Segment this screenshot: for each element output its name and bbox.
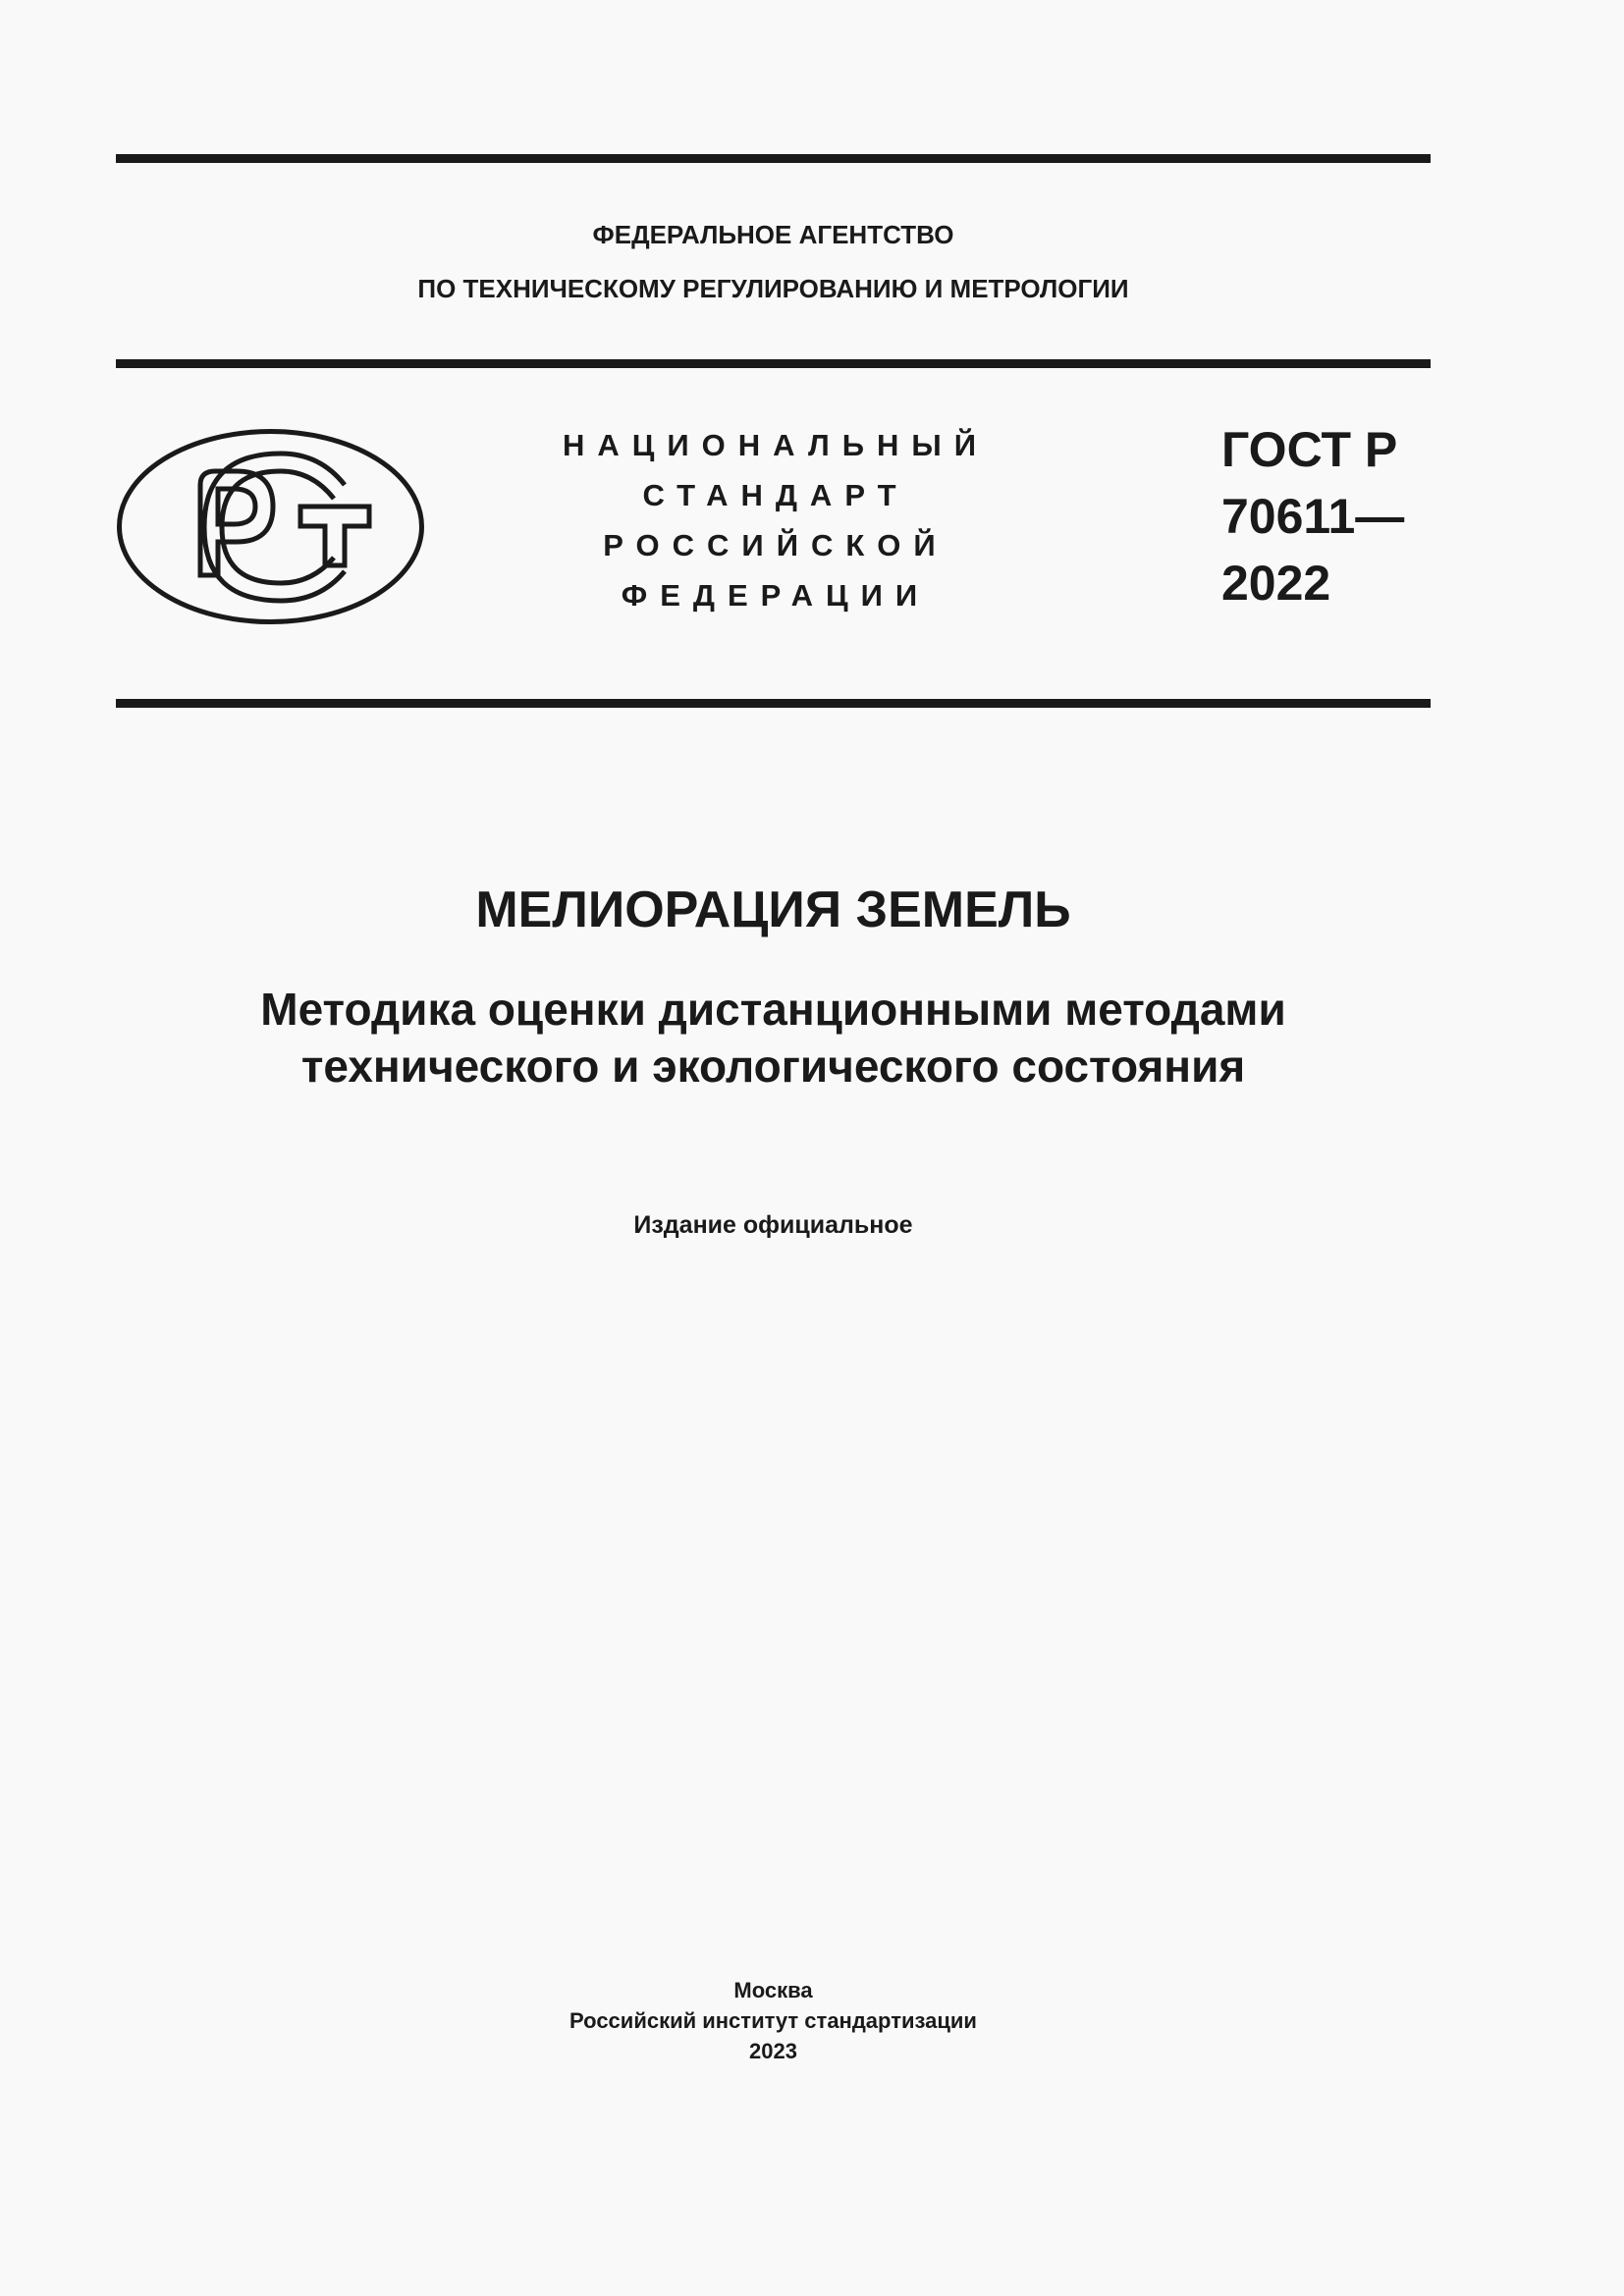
header-rule bbox=[116, 359, 1431, 368]
national-standard-line-4: ФЕДЕРАЦИИ bbox=[621, 578, 931, 613]
agency-header bbox=[116, 208, 1431, 316]
designation-line-3: 2022 bbox=[1221, 556, 1331, 611]
agency-line-1: ФЕДЕРАЛЬНОЕ АГЕНТСТВО bbox=[592, 220, 954, 249]
designation-line-1: ГОСТ Р bbox=[1221, 422, 1398, 477]
national-standard-line-3: РОССИЙСКОЙ bbox=[603, 528, 948, 562]
document-title: МЕЛИОРАЦИЯ ЗЕМЕЛЬ bbox=[475, 881, 1071, 938]
imprint-year: 2023 bbox=[749, 2039, 797, 2063]
national-standard-line-2: СТАНДАРТ bbox=[642, 478, 909, 512]
standard-designation bbox=[1221, 416, 1404, 616]
imprint-city: Москва bbox=[733, 1978, 813, 2002]
document-subtitle bbox=[116, 981, 1431, 1095]
national-standard-heading bbox=[530, 420, 1021, 620]
subtitle-line-1: Методика оценки дистанционными методами bbox=[260, 984, 1286, 1035]
masthead-bottom-rule bbox=[116, 699, 1431, 708]
edition-note: Издание официальное bbox=[633, 1211, 913, 1239]
top-rule bbox=[116, 154, 1431, 163]
designation-line-2: 70611— bbox=[1221, 489, 1405, 544]
subtitle-line-2: технического и экологического состояния bbox=[300, 1041, 1246, 1092]
imprint bbox=[116, 1975, 1431, 2066]
rst-certification-mark-icon bbox=[116, 428, 425, 625]
agency-line-2: ПО ТЕХНИЧЕСКОМУ РЕГУЛИРОВАНИЮ И МЕТРОЛОГИИ bbox=[417, 274, 1129, 303]
imprint-publisher: Российский институт стандартизации bbox=[569, 2008, 977, 2033]
national-standard-line-1: НАЦИОНАЛЬНЫЙ bbox=[562, 428, 990, 462]
